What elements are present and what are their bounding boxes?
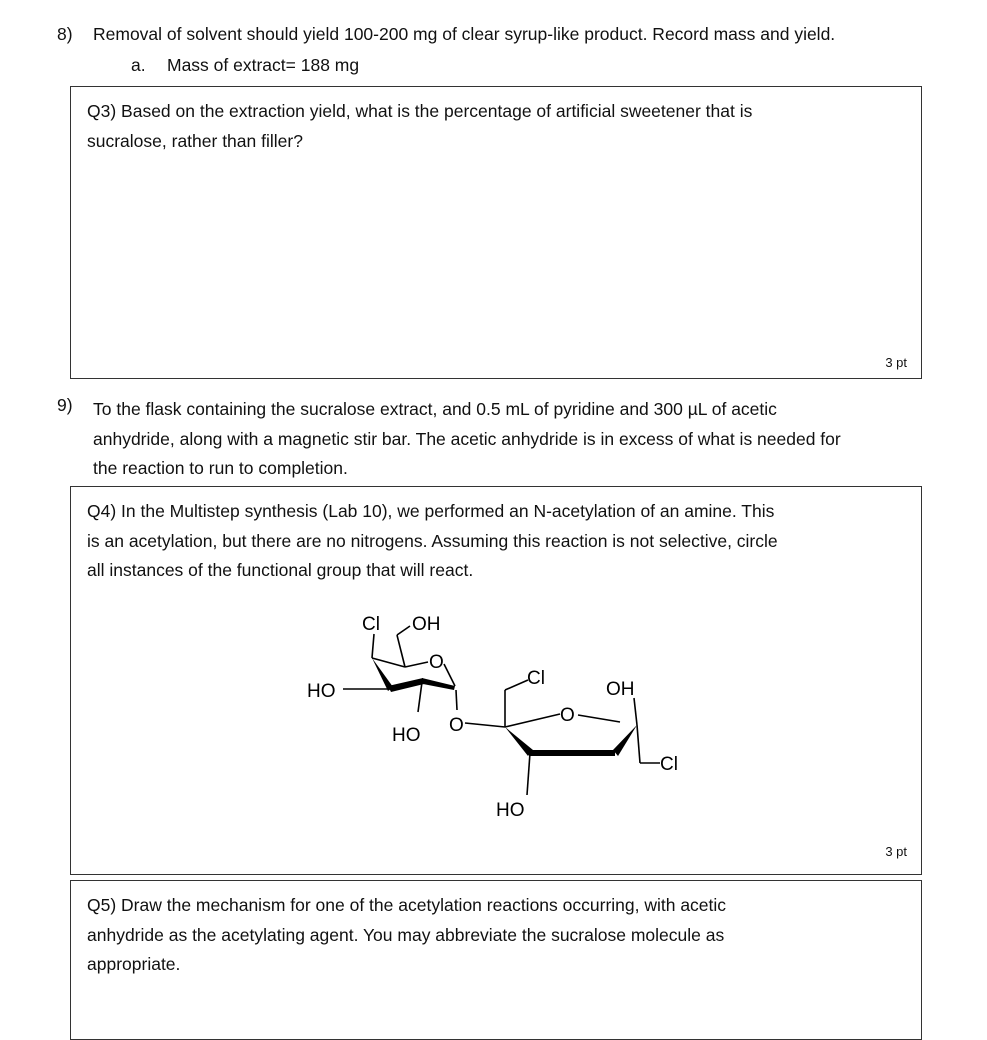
- label-ho: HO: [496, 800, 525, 821]
- step-9-line: anhydride, along with a magnetic stir bar. The acetic anhydride is in excess of what is needed for: [93, 428, 841, 449]
- label-cl: Cl: [362, 614, 380, 635]
- label-ring-o: O: [560, 705, 575, 726]
- step-9-number: 9): [57, 395, 73, 415]
- q4-points: 3 pt: [885, 844, 907, 859]
- q5-line: appropriate.: [87, 954, 181, 974]
- label-ho: HO: [307, 681, 336, 702]
- mass-of-extract: Mass of extract= 188 mg: [167, 55, 360, 75]
- step-8a-letter: a.: [131, 55, 146, 75]
- q5-question: [87, 891, 726, 980]
- q5-line: anhydride as the acetylating agent. You may abbreviate the sucralose molecule as: [87, 924, 725, 945]
- label-ho: HO: [392, 725, 421, 746]
- step-8-text: Removal of solvent should yield 100-200 mg of clear syrup-like product. Record mass and yield.: [93, 24, 836, 44]
- label-oh: OH: [606, 679, 635, 700]
- q3-line: Q3) Based on the extraction yield, what is the percentage of artificial sweetener that is: [87, 101, 753, 121]
- step-9-line: the reaction to run to completion.: [93, 458, 348, 478]
- q3-line: sucralose, rather than filler?: [87, 130, 303, 151]
- q5-line: Q5) Draw the mechanism for one of the acetylation reactions occurring, with acetic: [87, 895, 727, 915]
- q4-line: Q4) In the Multistep synthesis (Lab 10), we performed an N-acetylation of an amine. This: [87, 501, 775, 521]
- q4-line: all instances of the functional group that will react.: [87, 560, 474, 580]
- label-cl: Cl: [527, 668, 545, 689]
- label-cl: Cl: [660, 754, 678, 775]
- step-9-line: To the flask containing the sucralose extract, and 0.5 mL of pyridine and 300 µL of acetic: [93, 399, 777, 419]
- q5-answer-box[interactable]: [70, 880, 922, 1040]
- label-oh: OH: [412, 614, 441, 635]
- q3-points: 3 pt: [885, 355, 907, 370]
- step-8-number: 8): [57, 24, 73, 44]
- label-glycosidic-o: O: [449, 715, 464, 736]
- label-ring-o: O: [429, 652, 444, 673]
- q4-line: is an acetylation, but there are no nitrogens. Assuming this reaction is not selective, circle: [87, 530, 778, 551]
